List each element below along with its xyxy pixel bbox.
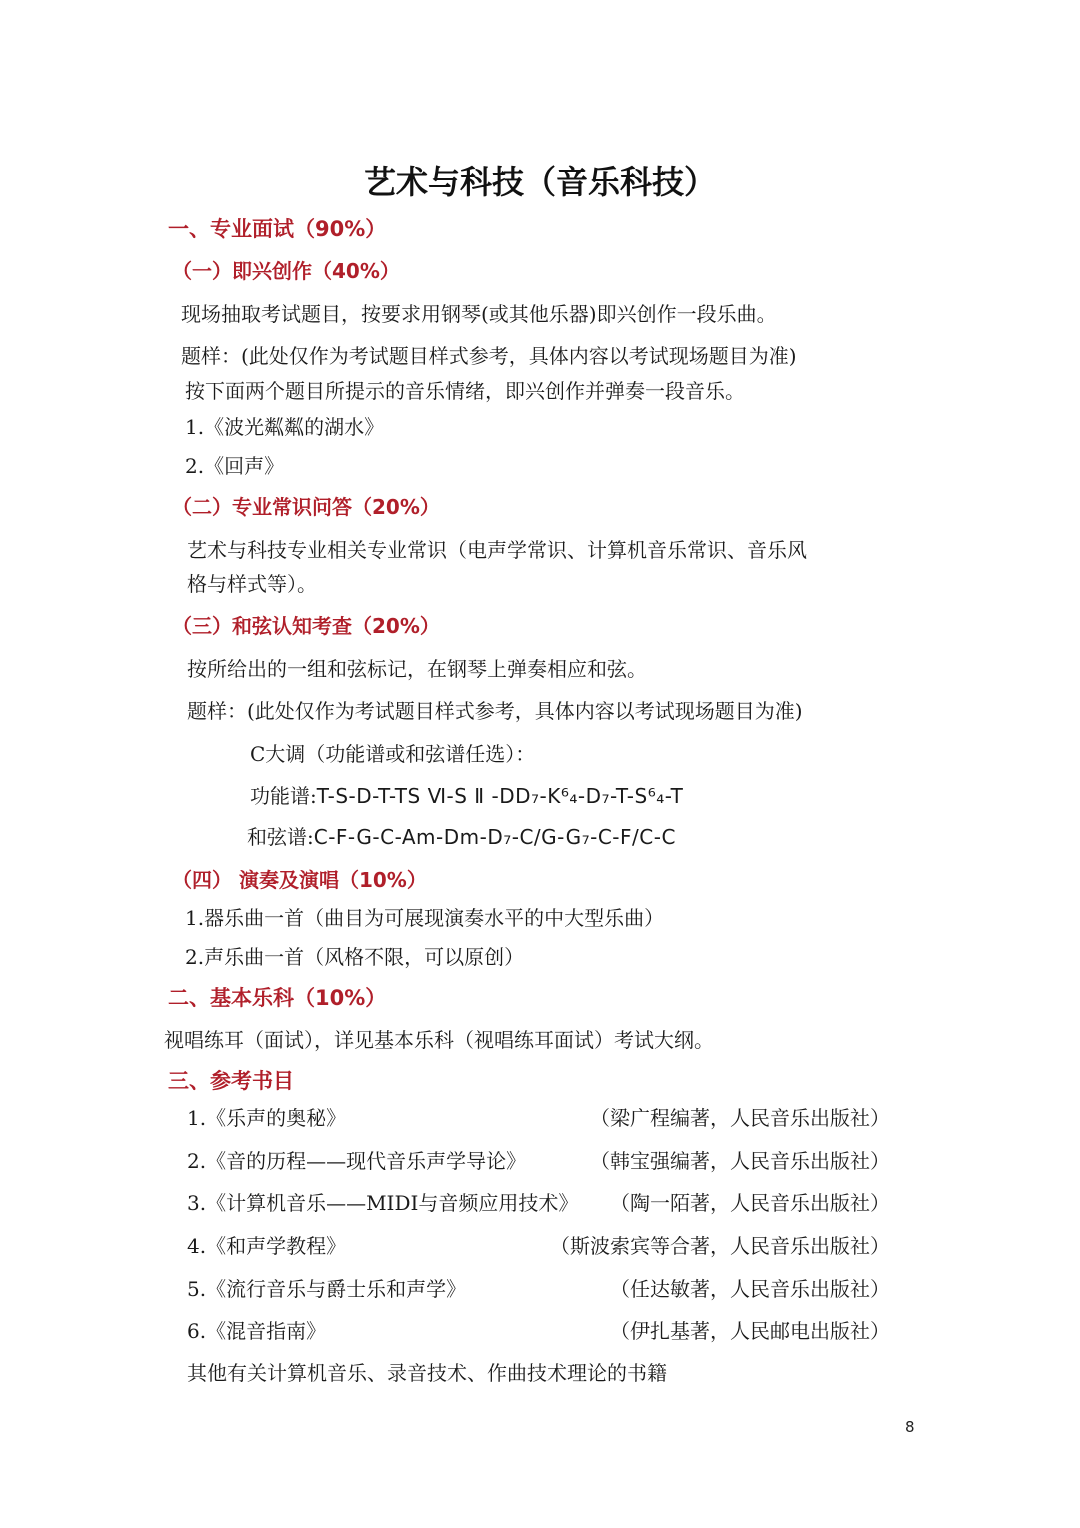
chord-label: 和弦谱:: [247, 825, 314, 849]
list-item: 1.器乐曲一首（曲目为可展现演奏水平的中大型乐曲）: [185, 906, 665, 930]
subsection-heading-knowledge: （二）专业常识问答（20%）: [172, 495, 440, 519]
subsection-heading-performance: （四） 演奏及演唱（10%）: [172, 868, 427, 892]
list-item: 1.《波光粼粼的湖水》: [185, 415, 385, 439]
improvisation-instruction: 按下面两个题目所提示的音乐情绪，即兴创作并弹奏一段音乐。: [185, 379, 745, 403]
list-item: 2.《回声》: [185, 454, 285, 478]
improvisation-sample-note: 题样：(此处仅作为考试题目样式参考，具体内容以考试现场题目为准): [181, 344, 797, 368]
book-source: （任达敏著，人民音乐出版社）: [610, 1277, 890, 1301]
chords-text: 按所给出的一组和弦标记，在钢琴上弹奏相应和弦。: [187, 657, 647, 681]
book-source: （韩宝强编著，人民音乐出版社）: [590, 1149, 890, 1173]
knowledge-text-line1: 艺术与科技专业相关专业常识（电声学常识、计算机音乐常识、音乐风: [187, 538, 807, 562]
basic-music-text: 视唱练耳（面试），详见基本乐科（视唱练耳面试）考试大纲。: [164, 1028, 714, 1052]
book-source: （梁广程编著，人民音乐出版社）: [590, 1106, 890, 1130]
book-source: （陶一陌著，人民音乐出版社）: [610, 1191, 890, 1215]
subsection-heading-chords: （三）和弦认知考查（20%）: [172, 614, 440, 638]
book-title: 1.《乐声的奥秘》: [187, 1106, 347, 1130]
book-title: 5.《流行音乐与爵士乐和声学》: [187, 1277, 467, 1301]
book-source: （伊扎基著，人民邮电出版社）: [610, 1319, 890, 1343]
book-title: 3.《计算机音乐——MIDI与音频应用技术》: [187, 1191, 579, 1215]
section-heading-references: 三、参考书目: [168, 1069, 294, 1093]
functional-sequence: T-S-D-T-TS Ⅵ-S Ⅱ -DD₇-K⁶₄-D₇-T-S⁶₄-T: [316, 784, 684, 808]
section-heading-basic-music: 二、基本乐科（10%）: [168, 986, 387, 1010]
functional-notation: [250, 783, 683, 809]
improvisation-text: 现场抽取考试题目，按要求用钢琴(或其他乐器)即兴创作一段乐曲。: [181, 302, 777, 326]
other-references: 其他有关计算机音乐、录音技术、作曲技术理论的书籍: [187, 1361, 667, 1385]
chord-notation: [247, 824, 676, 850]
page-title: 艺术与科技（音乐科技）: [363, 163, 716, 201]
knowledge-text-line2: 格与样式等）。: [187, 572, 317, 596]
chords-key: C大调（功能谱或和弦谱任选）：: [250, 742, 536, 766]
subsection-heading-improvisation: （一）即兴创作（40%）: [172, 259, 400, 283]
book-title: 4.《和声学教程》: [187, 1234, 347, 1258]
book-title: 2.《音的历程——现代音乐声学导论》: [187, 1149, 527, 1173]
list-item: 2.声乐曲一首（风格不限，可以原创）: [185, 945, 525, 969]
section-heading-interview: 一、专业面试（90%）: [168, 217, 387, 241]
book-title: 6.《混音指南》: [187, 1319, 327, 1343]
chords-sample-note: 题样：(此处仅作为考试题目样式参考，具体内容以考试现场题目为准): [187, 699, 803, 723]
functional-label: 功能谱:: [250, 784, 317, 808]
page-number: 8: [905, 1418, 915, 1436]
book-source: （斯波索宾等合著，人民音乐出版社）: [550, 1234, 890, 1258]
chord-sequence: C-F-G-C-Am-Dm-D₇-C/G-G₇-C-F/C-C: [313, 825, 676, 849]
